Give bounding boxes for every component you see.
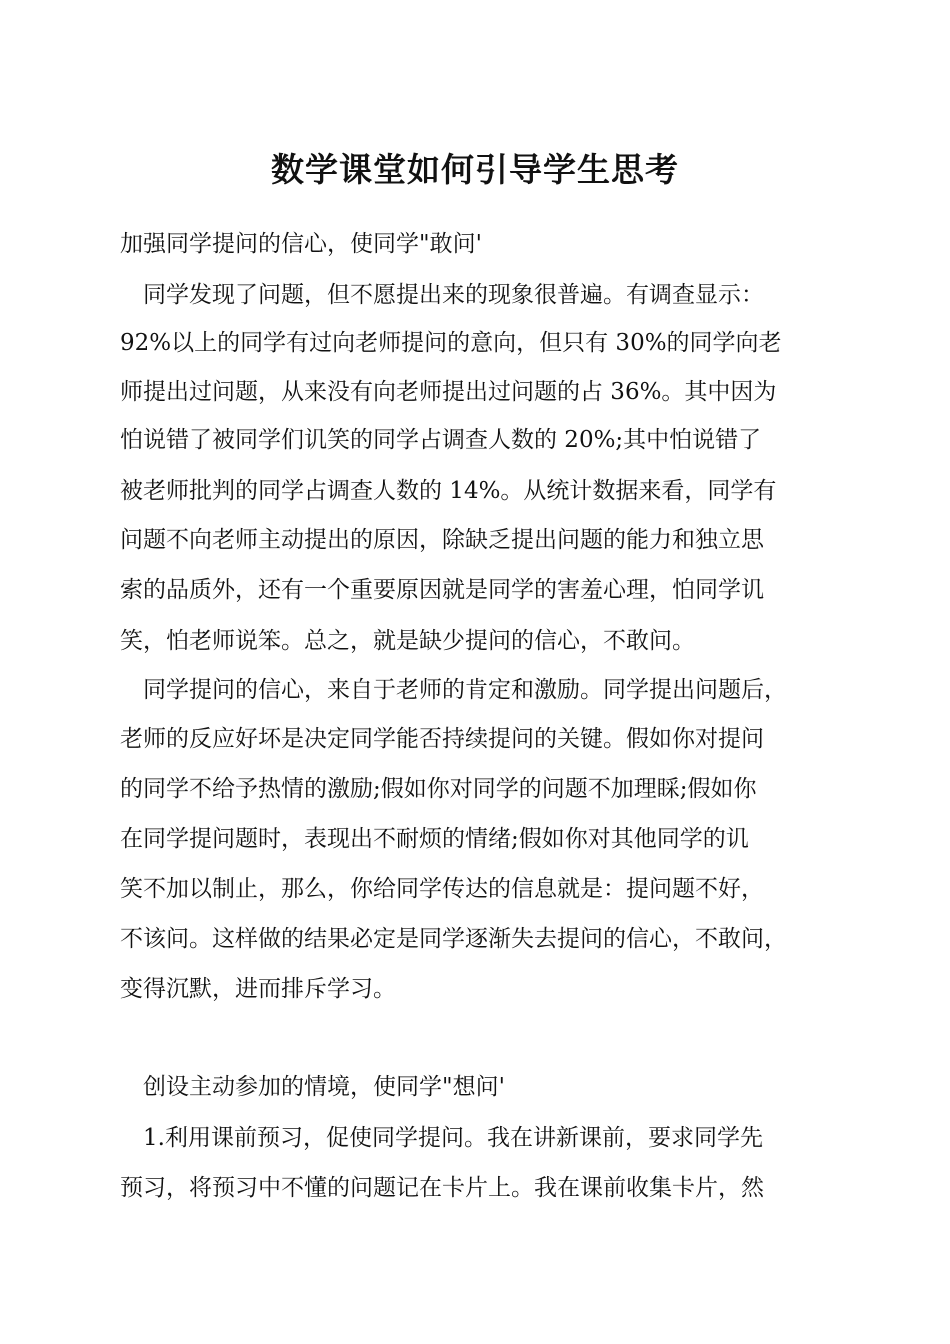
text-line: 加强同学提问的信心，使同学"敢问' — [120, 231, 482, 257]
text-line: 的同学不给予热情的激励;假如你对同学的问题不加理睬;假如你 — [120, 776, 757, 802]
text-line: 92%以上的同学有过向老师提问的意向，但只有 30%的同学向老 — [120, 330, 782, 356]
text-line: 笑，怕老师说笨。总之，就是缺少提问的信心，不敢问。 — [120, 628, 695, 654]
text-line: 预习，将预习中不懂的问题记在卡片上。我在课前收集卡片，然 — [120, 1175, 764, 1201]
text-line: 怕说错了被同学们讥笑的同学占调查人数的 20%;其中怕说错了 — [120, 427, 762, 453]
text-line: 1.利用课前预习，促使同学提问。我在讲新课前，要求同学先 — [120, 1125, 763, 1151]
document-title: 数学课堂如何引导学生思考 — [271, 150, 679, 189]
text-line: 变得沉默，进而排斥学习。 — [120, 976, 396, 1002]
section-heading: 创设主动参加的情境，使同学"想问' — [120, 1074, 505, 1100]
text-line: 被老师批判的同学占调查人数的 14%。从统计数据来看，同学有 — [120, 478, 777, 504]
text-line: 索的品质外，还有一个重要原因就是同学的害羞心理，怕同学讥 — [120, 577, 764, 603]
text-line: 师提出过问题，从来没有向老师提出过问题的占 36%。其中因为 — [120, 379, 777, 405]
text-line: 老师的反应好坏是决定同学能否持续提问的关键。假如你对提问 — [120, 726, 764, 752]
text-line: 笑不加以制止，那么，你给同学传达的信息就是：提问题不好， — [120, 876, 764, 902]
text-line: 同学提问的信心，来自于老师的肯定和激励。同学提出问题后， — [120, 677, 787, 703]
text-line: 不该问。这样做的结果必定是同学逐渐失去提问的信心，不敢问， — [120, 926, 787, 952]
text-line: 问题不向老师主动提出的原因，除缺乏提出问题的能力和独立思 — [120, 527, 764, 553]
text-line: 在同学提问题时，表现出不耐烦的情绪;假如你对其他同学的讥 — [120, 826, 749, 852]
text-line: 同学发现了问题，但不愿提出来的现象很普遍。有调查显示： — [120, 282, 764, 308]
